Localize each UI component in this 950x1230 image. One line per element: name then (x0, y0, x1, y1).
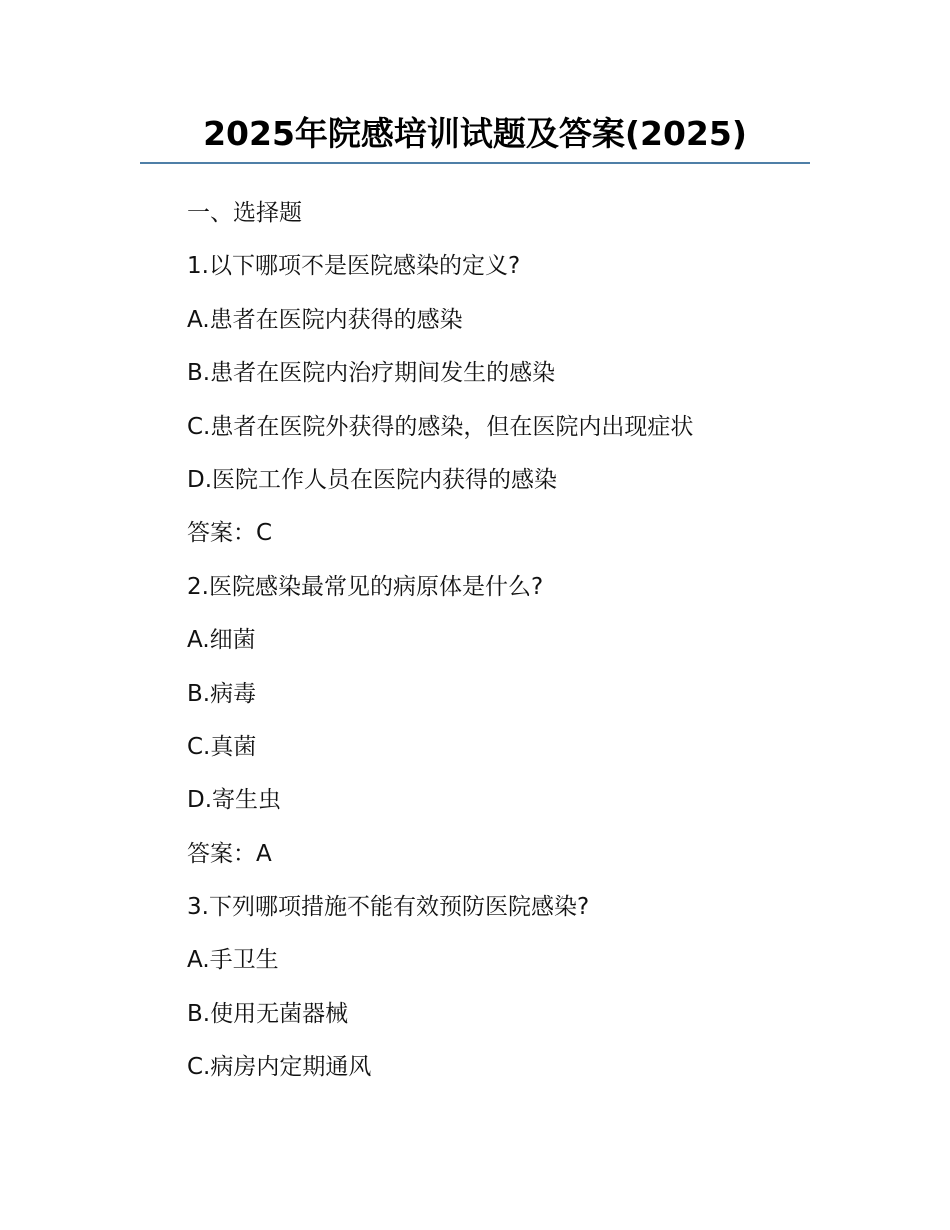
text-line: B.患者在医院内治疗期间发生的感染 (187, 360, 556, 387)
text-line: D.医院工作人员在医院内获得的感染 (187, 466, 558, 493)
text-line: B.使用无菌器械 (187, 1000, 349, 1027)
text-line: A.细菌 (187, 627, 256, 654)
text-line: B.病毒 (187, 680, 257, 707)
page-title: 2025年院感培训试题及答案(2025) (203, 114, 747, 153)
text-line: A.手卫生 (187, 947, 279, 974)
text-line: 答案：C (187, 520, 273, 547)
text-line: 2.医院感染最常见的病原体是什么? (187, 573, 544, 600)
title-underline (140, 162, 810, 164)
text-line: C.病房内定期通风 (187, 1054, 372, 1081)
section-heading: 一、选择题 (187, 200, 302, 226)
text-line: A.患者在医院内获得的感染 (187, 306, 463, 333)
text-line: C.患者在医院外获得的感染，但在医院内出现症状 (187, 413, 694, 440)
text-line: C.真菌 (187, 733, 257, 760)
text-line: 1.以下哪项不是医院感染的定义? (187, 253, 521, 280)
text-line: 3.下列哪项措施不能有效预防医院感染? (187, 894, 590, 921)
text-line: D.寄生虫 (187, 787, 282, 814)
question-list (187, 194, 827, 1102)
text-line: 答案：A (187, 840, 272, 867)
